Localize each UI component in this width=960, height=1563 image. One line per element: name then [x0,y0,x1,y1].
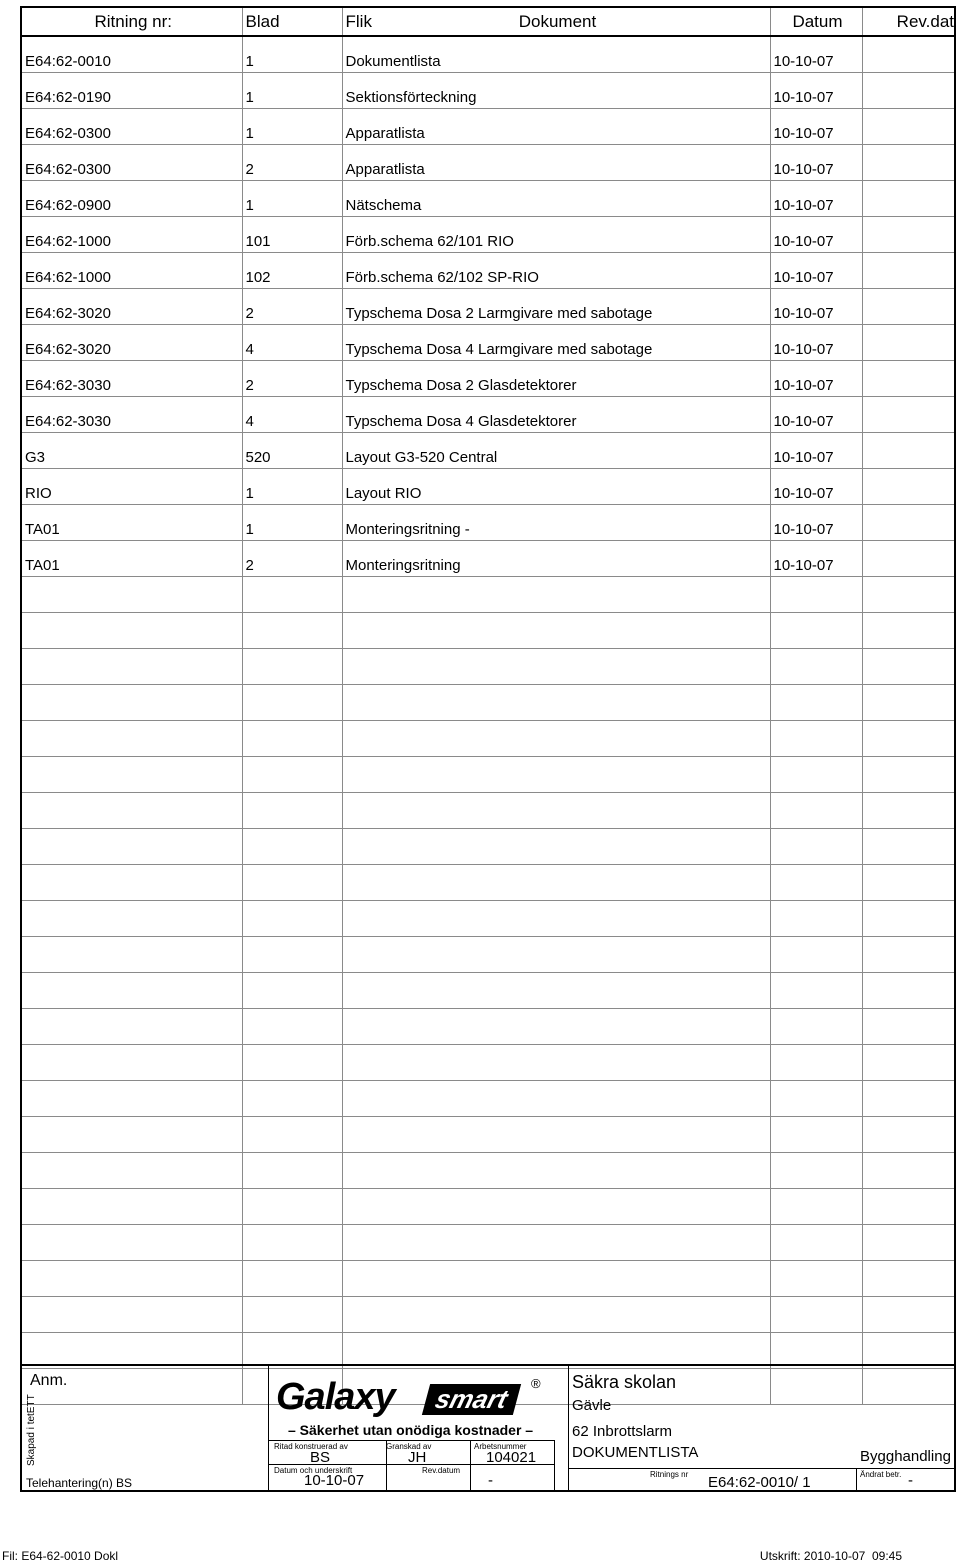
cell-ritning-nr: E64:62-0300 [22,145,242,181]
cell-dokument [342,1297,770,1333]
cell-rev-dat [862,937,954,973]
cell-datum [770,649,862,685]
cell-ritning-nr [22,1189,242,1225]
logo-text: Galaxy [276,1376,395,1418]
cell-datum [770,1225,862,1261]
table-row [22,253,954,289]
table-row [22,433,954,469]
cell-ritning-nr [22,577,242,613]
cell-rev-dat [862,685,954,721]
cell-datum [770,1081,862,1117]
table-row [22,1225,954,1261]
col-header-blad: Blad [242,8,342,36]
cell-blad: 4 [242,397,342,433]
cell-dokument [342,901,770,937]
cell-datum: 10-10-07 [770,541,862,577]
logo-tagline: – Säkerhet utan onödiga kostnader – [288,1422,534,1438]
cell-blad [242,1297,342,1333]
cell-rev-dat [862,469,954,505]
cell-rev-dat [862,721,954,757]
cell-ritning-nr [22,1009,242,1045]
cell-ritning-nr [22,1153,242,1189]
table-row [22,1297,954,1333]
cell-ritning-nr [22,1261,242,1297]
table-row [22,757,954,793]
cell-dokument: Sektionsförteckning [342,73,770,109]
cell-dokument: Typschema Dosa 2 Glasdetektorer [342,361,770,397]
cell-dokument [342,1045,770,1081]
ritad-label: Ritad konstruerad av [274,1442,348,1451]
cell-blad [242,901,342,937]
drawing-sheet [20,6,956,1492]
cell-dokument: Typschema Dosa 2 Larmgivare med sabotage [342,289,770,325]
divider [568,1468,954,1469]
cell-blad [242,1009,342,1045]
skapad-label: Skapad i tetETT [26,1394,37,1466]
cell-ritning-nr [22,685,242,721]
cell-datum [770,1261,862,1297]
cell-datum: 10-10-07 [770,325,862,361]
cell-datum: 10-10-07 [770,217,862,253]
revdatum-value: - [488,1472,493,1489]
drawing-title: DOKUMENTLISTA [572,1444,699,1461]
cell-rev-dat [862,36,954,73]
cell-dokument [342,649,770,685]
table-row [22,181,954,217]
cell-datum [770,685,862,721]
registered-icon: ® [531,1376,541,1391]
cell-ritning-nr [22,1297,242,1333]
cell-datum [770,1189,862,1225]
cell-blad: 1 [242,36,342,73]
table-row [22,36,954,73]
cell-ritning-nr: E64:62-1000 [22,253,242,289]
table-row [22,865,954,901]
cell-blad [242,1261,342,1297]
table-row [22,649,954,685]
andrat-label: Ändrat betr. [860,1470,902,1479]
divider [856,1468,857,1492]
cell-dokument [342,1189,770,1225]
cell-blad [242,1225,342,1261]
cell-rev-dat [862,1045,954,1081]
cell-rev-dat [862,289,954,325]
cell-datum: 10-10-07 [770,36,862,73]
col-header-dokument: Dokument [342,8,770,36]
footer-filename: Fil: E64-62-0010 Dokl [2,1549,119,1563]
cell-dokument [342,685,770,721]
cell-blad: 1 [242,469,342,505]
cell-rev-dat [862,541,954,577]
table-row [22,1261,954,1297]
cell-ritning-nr [22,1225,242,1261]
cell-dokument: Förb.schema 62/102 SP-RIO [342,253,770,289]
cell-rev-dat [862,973,954,1009]
cell-blad: 2 [242,145,342,181]
cell-datum [770,1153,862,1189]
table-row [22,1189,954,1225]
table-row [22,829,954,865]
cell-rev-dat [862,397,954,433]
cell-rev-dat [862,145,954,181]
cell-ritning-nr [22,793,242,829]
cell-datum: 10-10-07 [770,289,862,325]
cell-ritning-nr: E64:62-0010 [22,36,242,73]
datum-label: Datum och underskrift [274,1466,353,1475]
col-header-datum: Datum [770,8,862,36]
cell-dokument: Typschema Dosa 4 Glasdetektorer [342,397,770,433]
project-location: Gävle [572,1397,612,1414]
table-row [22,577,954,613]
divider [470,1440,471,1492]
table-row [22,685,954,721]
datum-value: 10-10-07 [304,1472,365,1489]
cell-blad [242,793,342,829]
cell-rev-dat [862,829,954,865]
cell-dokument: Förb.schema 62/101 RIO [342,217,770,253]
cell-ritning-nr [22,1045,242,1081]
cell-datum: 10-10-07 [770,433,862,469]
cell-ritning-nr: E64:62-0900 [22,181,242,217]
col-header-ritning-nr: Ritning nr: [22,8,242,36]
cell-ritning-nr: G3 [22,433,242,469]
cell-datum [770,1009,862,1045]
cell-rev-dat [862,1225,954,1261]
cell-dokument: Layout G3-520 Central [342,433,770,469]
cell-datum: 10-10-07 [770,145,862,181]
cell-datum: 10-10-07 [770,109,862,145]
cell-datum [770,937,862,973]
cell-datum: 10-10-07 [770,73,862,109]
cell-ritning-nr [22,757,242,793]
table-row [22,541,954,577]
table-row [22,505,954,541]
cell-rev-dat [862,361,954,397]
table-row [22,901,954,937]
cell-blad: 2 [242,361,342,397]
title-block [22,1364,954,1492]
cell-ritning-nr: E64:62-0190 [22,73,242,109]
cell-rev-dat [862,793,954,829]
cell-ritning-nr: E64:62-1000 [22,217,242,253]
cell-rev-dat [862,901,954,937]
cell-dokument [342,757,770,793]
cell-rev-dat [862,757,954,793]
telehantering-label: Telehantering(n) BS [26,1476,133,1490]
ritad-value: BS [310,1449,331,1466]
arbetsnummer-label: Arbetsnummer [474,1442,527,1451]
cell-datum [770,865,862,901]
cell-blad: 520 [242,433,342,469]
cell-ritning-nr: E64:62-0300 [22,109,242,145]
revdatum-label: Rev.datum [422,1466,461,1475]
cell-datum [770,757,862,793]
cell-dokument: Monteringsritning - [342,505,770,541]
table-row [22,217,954,253]
cell-dokument [342,937,770,973]
cell-rev-dat [862,73,954,109]
cell-datum [770,973,862,1009]
cell-blad: 4 [242,325,342,361]
cell-blad [242,649,342,685]
cell-datum [770,1297,862,1333]
table-row [22,361,954,397]
cell-rev-dat [862,181,954,217]
table-row [22,1117,954,1153]
cell-datum: 10-10-07 [770,469,862,505]
cell-blad [242,685,342,721]
cell-dokument: Nätschema [342,181,770,217]
project-name: Säkra skolan [572,1372,677,1392]
cell-rev-dat [862,649,954,685]
granskad-value: JH [408,1449,427,1466]
cell-dokument: Apparatlista [342,109,770,145]
cell-rev-dat [862,1189,954,1225]
cell-ritning-nr [22,1117,242,1153]
divider [268,1366,269,1492]
cell-blad [242,829,342,865]
table-row [22,1045,954,1081]
logo-text-smart: smart [422,1384,521,1415]
cell-datum: 10-10-07 [770,253,862,289]
table-body [22,36,954,1405]
cell-datum [770,901,862,937]
table-row [22,1153,954,1189]
table-row [22,1081,954,1117]
table-row [22,973,954,1009]
cell-dokument [342,973,770,1009]
table-row [22,109,954,145]
cell-rev-dat [862,1153,954,1189]
cell-dokument [342,1261,770,1297]
cell-blad [242,1117,342,1153]
cell-datum: 10-10-07 [770,181,862,217]
cell-blad [242,1045,342,1081]
cell-datum [770,613,862,649]
galaxy-smart-logo [276,1376,552,1440]
cell-blad: 101 [242,217,342,253]
cell-ritning-nr: E64:62-3020 [22,289,242,325]
table-row [22,73,954,109]
anm-label: Anm. [30,1372,68,1389]
cell-blad [242,1189,342,1225]
cell-rev-dat [862,1009,954,1045]
cell-blad [242,721,342,757]
cell-blad: 102 [242,253,342,289]
cell-ritning-nr: TA01 [22,505,242,541]
table-row [22,721,954,757]
cell-datum [770,829,862,865]
cell-rev-dat [862,1081,954,1117]
footer-print-date: Utskrift: 2010-10-07 09:45 [759,1549,902,1563]
cell-ritning-nr [22,721,242,757]
cell-blad: 1 [242,181,342,217]
cell-blad [242,1081,342,1117]
cell-dokument: Layout RIO [342,469,770,505]
cell-rev-dat [862,1117,954,1153]
cell-dokument: Monteringsritning [342,541,770,577]
divider [568,1366,569,1492]
cell-ritning-nr [22,901,242,937]
andrat-value: - [908,1472,913,1489]
cell-datum: 10-10-07 [770,361,862,397]
cell-datum: 10-10-07 [770,397,862,433]
project-system: 62 Inbrottslarm [572,1423,673,1440]
divider [554,1440,555,1492]
arbetsnummer-value: 104021 [486,1449,537,1466]
cell-blad [242,937,342,973]
cell-ritning-nr: E64:62-3030 [22,361,242,397]
cell-blad [242,973,342,1009]
cell-datum [770,577,862,613]
cell-dokument [342,613,770,649]
cell-dokument [342,793,770,829]
cell-blad [242,865,342,901]
ritningsnr-label: Ritnings nr [650,1470,689,1479]
col-header-rev-dat: Rev.dat [862,8,954,36]
cell-rev-dat [862,109,954,145]
cell-dokument [342,1225,770,1261]
cell-ritning-nr: TA01 [22,541,242,577]
table-row [22,325,954,361]
cell-dokument [342,1117,770,1153]
table-row [22,397,954,433]
cell-ritning-nr [22,829,242,865]
cell-rev-dat [862,505,954,541]
table-row [22,793,954,829]
cell-dokument: Dokumentlista [342,36,770,73]
cell-blad: 2 [242,541,342,577]
cell-ritning-nr [22,1081,242,1117]
cell-dokument [342,1153,770,1189]
cell-rev-dat [862,613,954,649]
table-header-row: Ritning nr: Blad Flik Dokument Datum Rev.dat [22,8,954,36]
cell-rev-dat [862,325,954,361]
cell-rev-dat [862,1261,954,1297]
document-list-table [22,8,954,1405]
cell-ritning-nr: RIO [22,469,242,505]
cell-ritning-nr: E64:62-3020 [22,325,242,361]
cell-dokument: Apparatlista [342,145,770,181]
cell-rev-dat [862,577,954,613]
cell-blad: 2 [242,289,342,325]
table-row [22,1009,954,1045]
ritningsnr-value: E64:62-0010/ 1 [708,1474,811,1491]
cell-ritning-nr [22,973,242,1009]
cell-datum [770,793,862,829]
cell-ritning-nr [22,937,242,973]
cell-blad [242,577,342,613]
cell-blad: 1 [242,109,342,145]
cell-rev-dat [862,433,954,469]
cell-blad [242,613,342,649]
cell-dokument [342,865,770,901]
cell-ritning-nr [22,613,242,649]
cell-dokument: Typschema Dosa 4 Larmgivare med sabotage [342,325,770,361]
table-row [22,469,954,505]
cell-datum [770,1117,862,1153]
cell-blad: 1 [242,73,342,109]
cell-blad [242,1153,342,1189]
table-row [22,145,954,181]
cell-ritning-nr [22,865,242,901]
cell-datum: 10-10-07 [770,505,862,541]
cell-dokument [342,1009,770,1045]
table-row [22,613,954,649]
cell-rev-dat [862,1297,954,1333]
granskad-label: Granskad av [386,1442,432,1451]
table-row [22,937,954,973]
cell-datum [770,721,862,757]
cell-rev-dat [862,253,954,289]
cell-blad [242,757,342,793]
cell-ritning-nr: E64:62-3030 [22,397,242,433]
cell-blad: 1 [242,505,342,541]
cell-datum [770,1045,862,1081]
table-row [22,289,954,325]
cell-ritning-nr [22,649,242,685]
cell-rev-dat [862,865,954,901]
divider [268,1440,554,1441]
cell-dokument [342,1081,770,1117]
category-label: Bygghandling [860,1448,951,1465]
cell-dokument [342,829,770,865]
cell-rev-dat [862,217,954,253]
cell-dokument [342,721,770,757]
cell-dokument [342,577,770,613]
